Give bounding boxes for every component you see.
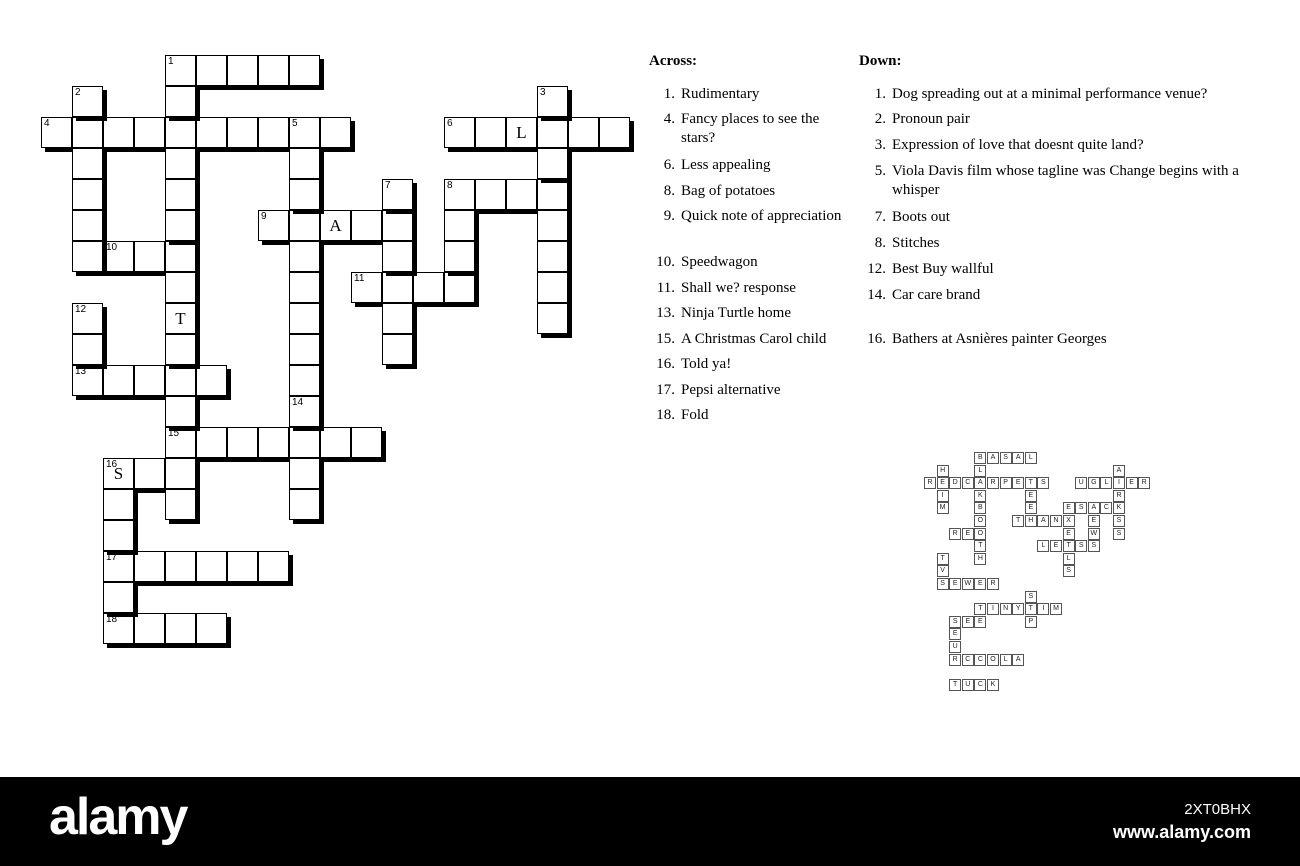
thumbnail-cell: C <box>962 654 974 666</box>
grid-cell[interactable] <box>537 210 568 241</box>
thumbnail-cell: K <box>987 679 999 691</box>
clue-number: 8. <box>874 235 886 251</box>
clue-number: 5. <box>874 163 886 179</box>
thumbnail-cell: E <box>1063 502 1075 514</box>
grid-cell[interactable] <box>320 117 351 148</box>
clue-text: Quick note of appreciation <box>681 208 842 224</box>
thumbnail-cell: S <box>1025 591 1037 603</box>
grid-cell[interactable] <box>103 117 134 148</box>
grid-cell[interactable] <box>165 551 196 582</box>
across-clue <box>646 182 846 201</box>
grid-cell[interactable] <box>258 210 289 241</box>
grid-cell[interactable] <box>165 179 196 210</box>
cell-number: 9 <box>261 211 267 222</box>
clue-number: 13. <box>656 305 675 321</box>
thumbnail-cell: I <box>1037 603 1049 615</box>
grid-cell[interactable] <box>72 241 103 272</box>
thumbnail-cell: L <box>1063 553 1075 565</box>
clue-number: 15. <box>656 331 675 347</box>
grid-cell[interactable] <box>196 365 227 396</box>
thumbnail-cell: S <box>1088 540 1100 552</box>
grid-cell[interactable] <box>320 210 351 241</box>
clue-text: Best Buy wallful <box>892 261 994 277</box>
thumbnail-cell: T <box>1012 515 1024 527</box>
grid-cell[interactable] <box>258 117 289 148</box>
thumbnail-cell: I <box>937 490 949 502</box>
grid-cell[interactable] <box>134 241 165 272</box>
grid-cell[interactable] <box>165 117 196 148</box>
thumbnail-cell: A <box>987 452 999 464</box>
clue-text: Speedwagon <box>681 254 758 270</box>
clue-text: Shall we? response <box>681 280 796 296</box>
clue-text: Boots out <box>892 209 950 225</box>
thumbnail-cell: H <box>1025 515 1037 527</box>
clue-text: A Christmas Carol child <box>681 331 827 347</box>
grid-cell[interactable] <box>289 303 320 334</box>
down-clue <box>857 260 1252 279</box>
thumbnail-cell: S <box>1000 452 1012 464</box>
cell-number: 12 <box>75 304 87 315</box>
thumbnail-cell: T <box>937 553 949 565</box>
grid-cell[interactable] <box>72 148 103 179</box>
across-clue <box>646 355 846 374</box>
clue-number: 10. <box>656 254 675 270</box>
grid-cell[interactable] <box>537 179 568 210</box>
grid-cell[interactable] <box>103 458 134 489</box>
grid-cell[interactable] <box>72 179 103 210</box>
grid-cell[interactable] <box>289 334 320 365</box>
grid-cell[interactable] <box>227 551 258 582</box>
down-clue <box>857 208 1252 227</box>
grid-cell[interactable] <box>103 365 134 396</box>
grid-cell[interactable] <box>103 582 134 613</box>
thumbnail-cell: T <box>1063 540 1075 552</box>
grid-cell[interactable] <box>165 427 196 458</box>
thumbnail-cell: G <box>1088 477 1100 489</box>
grid-cell[interactable] <box>537 148 568 179</box>
thumbnail-cell: R <box>987 477 999 489</box>
grid-cell[interactable] <box>41 117 72 148</box>
grid-cell[interactable] <box>289 179 320 210</box>
thumbnail-cell: L <box>1000 654 1012 666</box>
grid-cell[interactable] <box>196 613 227 644</box>
thumbnail-cell: R <box>949 528 961 540</box>
thumbnail-cell: E <box>962 528 974 540</box>
thumbnail-cell: A <box>1012 654 1024 666</box>
grid-cell[interactable] <box>134 117 165 148</box>
clue-number: 3. <box>874 137 886 153</box>
thumbnail-cell: K <box>1113 502 1125 514</box>
grid-cell[interactable] <box>165 86 196 117</box>
grid-cell[interactable] <box>196 55 227 86</box>
grid-cell[interactable] <box>537 117 568 148</box>
solution-thumbnail <box>920 450 1152 692</box>
cell-number: 1 <box>168 56 174 67</box>
grid-cell[interactable] <box>444 272 475 303</box>
thumbnail-cell: S <box>1113 528 1125 540</box>
clue-text: Expression of love that doesnt quite land? <box>892 137 1144 153</box>
clue-text: Bag of potatoes <box>681 183 776 199</box>
grid-cell[interactable] <box>289 396 320 427</box>
thumbnail-cell: V <box>937 565 949 577</box>
site-url: www.alamy.com <box>1112 822 1251 842</box>
thumbnail-cell: C <box>1100 502 1112 514</box>
grid-cell[interactable] <box>444 179 475 210</box>
clue-text: Fold <box>681 407 709 423</box>
clue-text: Pronoun pair <box>892 111 970 127</box>
clue-text: Bathers at Asnières painter Georges <box>892 331 1107 347</box>
thumbnail-cell: O <box>974 528 986 540</box>
clue-number: 18. <box>656 407 675 423</box>
thumbnail-cell: R <box>1113 490 1125 502</box>
grid-cell[interactable] <box>537 272 568 303</box>
cell-number: 10 <box>106 242 118 253</box>
cell-number: 2 <box>75 87 81 98</box>
thumbnail-cell: E <box>1025 490 1037 502</box>
clue-number: 1. <box>663 86 675 102</box>
grid-cell[interactable] <box>258 55 289 86</box>
down-clue <box>857 110 1252 129</box>
grid-cell[interactable] <box>72 86 103 117</box>
thumbnail-cell: R <box>987 578 999 590</box>
thumbnail-cell: E <box>962 616 974 628</box>
cell-number: 3 <box>540 87 546 98</box>
across-clue <box>646 279 846 298</box>
grid-cell[interactable] <box>165 365 196 396</box>
thumbnail-cell: I <box>987 603 999 615</box>
clue-number: 8. <box>663 183 675 199</box>
grid-cell[interactable] <box>568 117 599 148</box>
across-clue <box>646 330 846 349</box>
thumbnail-cell: E <box>1012 477 1024 489</box>
thumbnail-cell: P <box>1000 477 1012 489</box>
thumbnail-cell: M <box>937 502 949 514</box>
clue-number: 6. <box>663 157 675 173</box>
grid-cell[interactable] <box>227 427 258 458</box>
thumbnail-cell: S <box>949 616 961 628</box>
thumbnail-cell: C <box>974 679 986 691</box>
across-clue <box>646 253 846 272</box>
grid-cell[interactable] <box>289 210 320 241</box>
grid-cell[interactable] <box>289 148 320 179</box>
clue-number: 1. <box>874 86 886 102</box>
thumbnail-cell: M <box>1050 603 1062 615</box>
grid-cell[interactable] <box>382 179 413 210</box>
thumbnail-cell: S <box>937 578 949 590</box>
down-heading: Down: <box>859 53 902 69</box>
grid-cell[interactable] <box>227 55 258 86</box>
thumbnail-cell: E <box>974 578 986 590</box>
clue-number: 11. <box>656 280 675 296</box>
thumbnail-cell: T <box>949 679 961 691</box>
grid-cell[interactable] <box>165 613 196 644</box>
thumbnail-cell: I <box>1113 477 1125 489</box>
clue-number: 16. <box>656 356 675 372</box>
cell-number: 6 <box>447 118 453 129</box>
grid-cell[interactable] <box>289 117 320 148</box>
grid-cell[interactable] <box>103 241 134 272</box>
thumbnail-cell: E <box>949 628 961 640</box>
grid-cell[interactable] <box>444 117 475 148</box>
thumbnail-cell: U <box>949 641 961 653</box>
grid-cell[interactable] <box>382 210 413 241</box>
clue-number: 2. <box>874 111 886 127</box>
thumbnail-cell: R <box>1138 477 1150 489</box>
alamy-logo: alamy <box>49 788 187 846</box>
cell-letter: L <box>516 123 527 142</box>
cell-number: 16 <box>106 459 118 470</box>
across-heading: Across: <box>649 53 698 69</box>
clue-text: Pepsi alternative <box>681 382 781 398</box>
thumbnail-cell: L <box>1037 540 1049 552</box>
thumbnail-cell: R <box>949 654 961 666</box>
thumbnail-cell: A <box>1088 502 1100 514</box>
grid-cell[interactable] <box>289 365 320 396</box>
grid-cell[interactable] <box>196 551 227 582</box>
grid-cell[interactable] <box>599 117 630 148</box>
across-clue <box>646 381 846 400</box>
clue-text: Ninja Turtle home <box>681 305 792 321</box>
thumbnail-cell: T <box>974 603 986 615</box>
thumbnail-cell: A <box>1113 465 1125 477</box>
clue-number: 12. <box>867 261 886 277</box>
grid-cell[interactable] <box>103 613 134 644</box>
grid-cell[interactable] <box>413 272 444 303</box>
clue-text: Car care brand <box>892 287 981 303</box>
grid-cell[interactable] <box>289 427 320 458</box>
thumbnail-cell: C <box>962 477 974 489</box>
clue-text: Told ya! <box>681 356 732 372</box>
cell-number: 14 <box>292 397 304 408</box>
thumbnail-cell: N <box>1000 603 1012 615</box>
cell-number: 5 <box>292 118 298 129</box>
cell-letter: A <box>329 216 342 235</box>
grid-cell[interactable] <box>537 303 568 334</box>
grid-cell[interactable] <box>165 458 196 489</box>
thumbnail-cell: E <box>949 578 961 590</box>
clue-number: 17. <box>656 382 675 398</box>
cell-number: 13 <box>75 366 87 377</box>
down-clue <box>857 162 1252 200</box>
grid-cell[interactable] <box>134 365 165 396</box>
grid-cell[interactable] <box>134 613 165 644</box>
clue-number: 4. <box>663 111 675 127</box>
grid-cell[interactable] <box>165 241 196 272</box>
crossword-grid <box>0 0 660 720</box>
grid-cell[interactable] <box>475 179 506 210</box>
thumbnail-cell: E <box>1050 540 1062 552</box>
thumbnail-cell: L <box>1025 452 1037 464</box>
clue-text: Less appealing <box>681 157 771 173</box>
grid-cell[interactable] <box>320 427 351 458</box>
grid-cell[interactable] <box>165 272 196 303</box>
grid-cell[interactable] <box>165 210 196 241</box>
clue-number: 9. <box>663 208 675 224</box>
grid-cell[interactable] <box>165 334 196 365</box>
thumbnail-cell: H <box>974 553 986 565</box>
thumbnail-cell: K <box>974 490 986 502</box>
thumbnail-cell: E <box>937 477 949 489</box>
cell-number: 18 <box>106 614 118 625</box>
across-clue <box>646 85 846 104</box>
thumbnail-cell: W <box>1088 528 1100 540</box>
clue-text: Fancy places to see the stars? <box>681 111 820 146</box>
down-clue <box>857 286 1252 305</box>
across-clue <box>646 156 846 175</box>
grid-cell[interactable] <box>289 458 320 489</box>
thumbnail-cell: O <box>987 654 999 666</box>
grid-cell[interactable] <box>289 489 320 520</box>
cell-number: 7 <box>385 180 391 191</box>
grid-cell[interactable] <box>103 489 134 520</box>
thumbnail-cell: S <box>1075 502 1087 514</box>
thumbnail-cell: D <box>949 477 961 489</box>
grid-cell[interactable] <box>351 272 382 303</box>
clue-text: Stitches <box>892 235 940 251</box>
thumbnail-cell: P <box>1025 616 1037 628</box>
thumbnail-cell: L <box>974 465 986 477</box>
grid-cell[interactable] <box>196 427 227 458</box>
grid-cell[interactable] <box>506 117 537 148</box>
clue-text: Rudimentary <box>681 86 760 102</box>
grid-cell[interactable] <box>165 303 196 334</box>
thumbnail-cell: R <box>924 477 936 489</box>
across-clue <box>646 110 846 148</box>
thumbnail-cell: E <box>1025 502 1037 514</box>
thumbnail-cell: T <box>974 540 986 552</box>
grid-cell[interactable] <box>134 458 165 489</box>
clue-number: 7. <box>874 209 886 225</box>
thumbnail-cell: T <box>1025 603 1037 615</box>
thumbnail-cell: E <box>1088 515 1100 527</box>
cell-number: 17 <box>106 552 118 563</box>
down-clue <box>857 234 1252 253</box>
thumbnail-cell: U <box>1075 477 1087 489</box>
cell-number: 15 <box>168 428 180 439</box>
grid-cell[interactable] <box>72 210 103 241</box>
grid-cell[interactable] <box>382 241 413 272</box>
thumbnail-cell: O <box>974 515 986 527</box>
grid-cell[interactable] <box>351 427 382 458</box>
grid-cell[interactable] <box>289 241 320 272</box>
grid-cell[interactable] <box>165 148 196 179</box>
thumbnail-cell: A <box>1012 452 1024 464</box>
thumbnail-cell: E <box>974 616 986 628</box>
grid-cell[interactable] <box>227 117 258 148</box>
grid-cell[interactable] <box>506 179 537 210</box>
clue-text: Viola Davis film whose tagline was Change begins with a whisper <box>892 163 1239 198</box>
grid-cell[interactable] <box>165 489 196 520</box>
clue-number: 14. <box>867 287 886 303</box>
grid-cell[interactable] <box>351 210 382 241</box>
grid-cell[interactable] <box>289 272 320 303</box>
image-id: 2XT0BHX <box>1184 801 1251 818</box>
thumbnail-cell: E <box>1126 477 1138 489</box>
thumbnail-cell: C <box>974 654 986 666</box>
grid-cell[interactable] <box>72 334 103 365</box>
thumbnail-cell: S <box>1075 540 1087 552</box>
grid-cell[interactable] <box>537 86 568 117</box>
clue-number: 16. <box>867 331 886 347</box>
thumbnail-cell: H <box>937 465 949 477</box>
grid-cell[interactable] <box>72 117 103 148</box>
thumbnail-cell: T <box>1025 477 1037 489</box>
thumbnail-cell: S <box>1113 515 1125 527</box>
grid-cell[interactable] <box>258 551 289 582</box>
across-clue <box>646 207 846 226</box>
cell-letter: T <box>175 309 186 328</box>
down-clue <box>857 136 1252 155</box>
across-clue <box>646 406 846 425</box>
grid-cell[interactable] <box>382 334 413 365</box>
thumbnail-cell: B <box>974 452 986 464</box>
grid-cell[interactable] <box>382 272 413 303</box>
grid-cell[interactable] <box>382 303 413 334</box>
thumbnail-cell: A <box>974 477 986 489</box>
grid-cell[interactable] <box>72 365 103 396</box>
thumbnail-cell: S <box>1063 565 1075 577</box>
thumbnail-cell: N <box>1050 515 1062 527</box>
clue-text: Dog spreading out at a minimal performance venue? <box>892 86 1208 102</box>
across-clue <box>646 304 846 323</box>
thumbnail-cell: U <box>962 679 974 691</box>
thumbnail-cell: W <box>962 578 974 590</box>
thumbnail-cell: B <box>974 502 986 514</box>
down-clue <box>857 330 1252 349</box>
grid-cell[interactable] <box>165 396 196 427</box>
grid-cell[interactable] <box>103 520 134 551</box>
thumbnail-cell: L <box>1100 477 1112 489</box>
down-clue <box>857 85 1252 104</box>
cell-letter: S <box>113 464 124 483</box>
grid-cell[interactable] <box>196 117 227 148</box>
thumbnail-cell: S <box>1037 477 1049 489</box>
grid-cell[interactable] <box>103 551 134 582</box>
grid-cell[interactable] <box>289 55 320 86</box>
grid-cell[interactable] <box>134 551 165 582</box>
grid-cell[interactable] <box>475 117 506 148</box>
grid-cell[interactable] <box>444 210 475 241</box>
cell-number: 11 <box>354 273 365 284</box>
thumbnail-cell: A <box>1037 515 1049 527</box>
thumbnail-cell: E <box>1063 528 1075 540</box>
thumbnail-cell: Y <box>1012 603 1024 615</box>
grid-cell[interactable] <box>258 427 289 458</box>
grid-cell[interactable] <box>444 241 475 272</box>
cell-number: 8 <box>447 180 453 191</box>
thumbnail-cell: X <box>1063 515 1075 527</box>
watermark-footer <box>0 777 1300 866</box>
grid-cell[interactable] <box>72 303 103 334</box>
grid-cell[interactable] <box>537 241 568 272</box>
grid-cell[interactable] <box>165 55 196 86</box>
cell-number: 4 <box>44 118 50 129</box>
